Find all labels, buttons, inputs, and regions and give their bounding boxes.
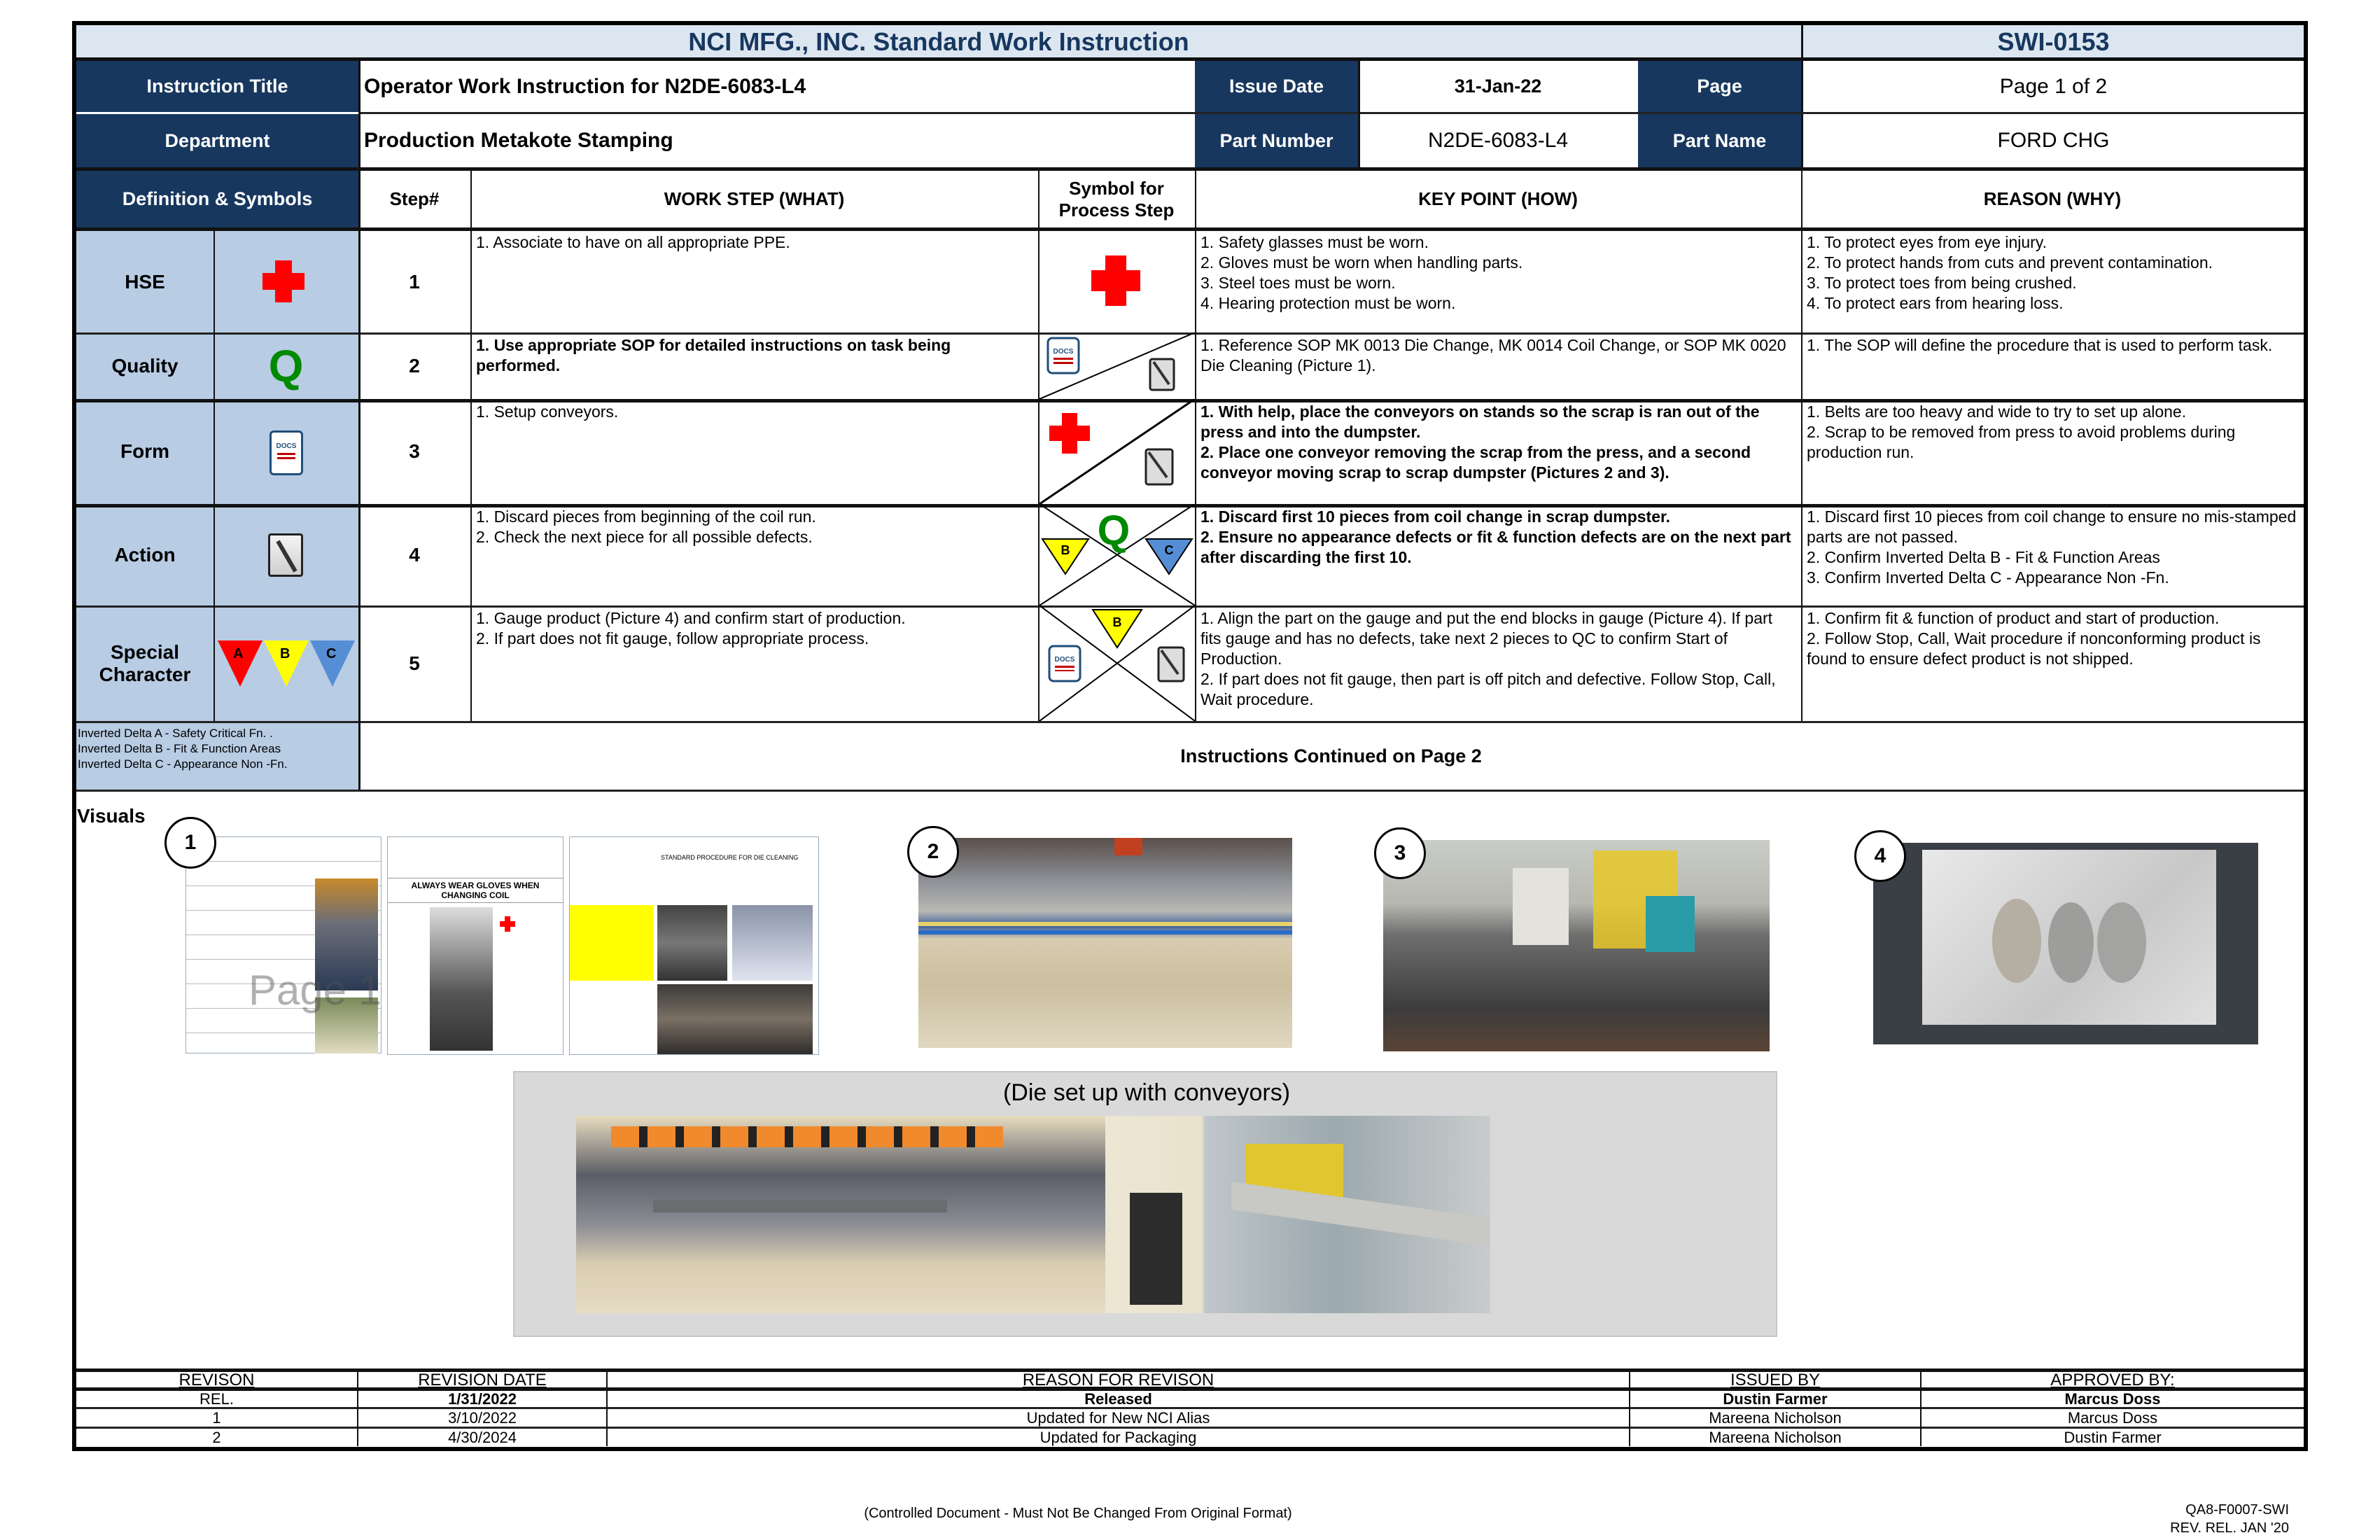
svg-text:DOCS: DOCS xyxy=(1054,656,1075,664)
step-number: 4 xyxy=(409,543,420,566)
definition-label-action: Action xyxy=(114,543,176,566)
revision-header: REVISION DATE xyxy=(418,1371,547,1390)
form-revision: REV. REL. JAN '20 xyxy=(2170,1520,2289,1536)
definition-label-quality: Quality xyxy=(111,354,178,377)
continued-note: Instructions Continued on Page 2 xyxy=(1180,746,1482,766)
work-step: 1. Gauge product (Picture 4) and confirm start of production. 2. If part does not fit gauge, follow appropriate process. xyxy=(476,609,906,648)
reason: 1. Belts are too heavy and wide to try to set up alone. 2. Scrap to be removed from press to avoid problems during production run. xyxy=(1807,402,2236,461)
definition-label-hse: HSE xyxy=(125,270,165,293)
company-title: NCI MFG., INC. Standard Work Instruction xyxy=(688,27,1189,56)
revision-header: APPROVED BY: xyxy=(2050,1371,2175,1390)
part-name-value: FORD CHG xyxy=(1997,129,2110,152)
picture-number-4: 4 xyxy=(1854,830,1906,882)
die-setup-photo-left xyxy=(576,1116,1105,1313)
delta-c-icon xyxy=(1146,539,1192,574)
definition-label-form: Form xyxy=(120,440,169,462)
step-number: 3 xyxy=(409,440,420,462)
part-number-label: Part Number xyxy=(1195,114,1358,167)
part-name-label: Part Name xyxy=(1638,114,1801,167)
doc-number: SWI-0153 xyxy=(1803,25,2304,58)
picture-4-gauge xyxy=(1873,843,2258,1044)
picture-2-press xyxy=(918,838,1292,1048)
docs-icon: DOCS xyxy=(270,430,303,475)
step-header: Step# xyxy=(389,188,440,209)
clipboard-icon xyxy=(1158,648,1184,681)
part-number-value: N2DE-6083-L4 xyxy=(1427,129,1569,152)
symbol-header: Symbol for Process Step xyxy=(1058,177,1175,220)
definitions-header: Definition & Symbols xyxy=(76,171,358,227)
picture-number-1: 1 xyxy=(164,817,216,869)
picture-number-3: 3 xyxy=(1374,827,1426,879)
delta-legend xyxy=(76,723,358,790)
svg-text:C: C xyxy=(1164,543,1174,557)
page-label: Page xyxy=(1638,61,1801,112)
step-symbols xyxy=(1040,399,1195,504)
instruction-title-value: Operator Work Instruction for N2DE-6083-L4 xyxy=(364,74,806,98)
clipboard-icon xyxy=(1146,449,1172,484)
revision-header: REVISON xyxy=(178,1371,255,1390)
visuals-label: Visuals xyxy=(77,805,146,827)
step-number: 1 xyxy=(409,270,420,293)
clipboard-icon xyxy=(268,533,303,577)
clipboard-icon xyxy=(1150,359,1174,390)
step-number: 5 xyxy=(409,652,420,674)
svg-text:DOCS: DOCS xyxy=(1053,348,1074,356)
department-label: Department xyxy=(76,114,358,167)
picture-1-sop-thumbnails: Page 1 ALWAYS WEAR GLOVES WHEN CHANGING COIL STANDARD PROCEDURE FOR DIE CLEANING xyxy=(186,836,819,1055)
key-point: 1. Align the part on the gauge and put the end blocks in gauge (Picture 4). If part fits gauge and has no defects, take next 2 pieces to QC to confirm Start of Production. 2. If part does not fit gauge, then part is off pitch and defective. Follow Stop, Call, Wait procedure. xyxy=(1200,609,1776,708)
legend-item: Inverted Delta B - Fit & Function Areas xyxy=(78,742,281,755)
work-step: 1. Use appropriate SOP for detailed instructions on task being performed. xyxy=(476,336,951,374)
delta-b-icon xyxy=(1042,539,1088,574)
key-point-header: KEY POINT (HOW) xyxy=(1418,188,1578,209)
reason: 1. The SOP will define the procedure that is used to perform task. xyxy=(1807,336,2273,354)
key-point: 1. Safety glasses must be worn. 2. Gloves must be worn when handling parts. 3. Steel toes must be worn. 4. Hearing protection must be worn. xyxy=(1200,233,1523,312)
die-setup-panel xyxy=(513,1071,1777,1337)
work-step: 1. Discard pieces from beginning of the coil run. 2. Check the next piece for all possible defects. xyxy=(476,507,816,546)
step-symbols xyxy=(1040,332,1195,399)
revision-header: ISSUED BY xyxy=(1730,1371,1821,1390)
revision-header: REASON FOR REVISON xyxy=(1022,1371,1214,1390)
legend-item: Inverted Delta A - Safety Critical Fn. . xyxy=(78,727,273,740)
issue-date-label: Issue Date xyxy=(1195,61,1358,112)
red-cross-icon xyxy=(1049,413,1090,454)
reason: 1. Confirm fit & function of product and start of production. 2. Follow Stop, Call, Wait procedure if nonconforming product is found to ensure defect product is not shipped. xyxy=(1807,609,2261,668)
docs-icon xyxy=(1049,646,1080,681)
reason: 1. Discard first 10 pieces from coil change to ensure no mis-stamped parts are not passed. 2. Confirm Inverted Delta B - Fit & Function Areas 3. Confirm Inverted Delta C - Appearance Non -Fn. xyxy=(1807,507,2297,587)
green-q-icon: Q xyxy=(1097,507,1130,554)
delta-b-icon xyxy=(1093,610,1142,648)
work-step: 1. Setup conveyors. xyxy=(476,402,619,421)
step-symbols xyxy=(1040,504,1195,606)
green-q-icon: Q xyxy=(268,340,304,391)
svg-text:B: B xyxy=(1112,615,1122,629)
work-step: 1. Associate to have on all appropriate PPE. xyxy=(476,233,790,251)
inverted-delta-abc-icon: A B C xyxy=(214,606,358,721)
picture-number-2: 2 xyxy=(907,826,959,878)
svg-text:B: B xyxy=(1060,543,1070,557)
legend-item: Inverted Delta C - Appearance Non -Fn. xyxy=(78,757,288,771)
key-point: 1. Reference SOP MK 0013 Die Change, MK 0014 Coil Change, or SOP MK 0020 Die Cleaning (Picture 1). xyxy=(1200,336,1786,374)
picture-3-dumpster xyxy=(1383,840,1770,1051)
instruction-title-label: Instruction Title xyxy=(76,61,358,112)
reason-header: REASON (WHY) xyxy=(1983,188,2122,209)
key-point: 1. Discard first 10 pieces from coil change in scrap dumpster. 2. Ensure no appearance defects or fit & function defects are on the next part after discarding the first 10. xyxy=(1200,507,1791,566)
controlled-document-note: (Controlled Document - Must Not Be Changed From Original Format) xyxy=(864,1506,1292,1521)
panel-caption: (Die set up with conveyors) xyxy=(1002,1079,1291,1106)
step-symbols xyxy=(1040,606,1195,721)
step-number: 2 xyxy=(409,354,420,377)
red-cross-icon xyxy=(214,231,358,332)
reason: 1. To protect eyes from eye injury. 2. To protect hands from cuts and prevent contamination. 3. To protect toes from being crushed. 4. To protect ears from hearing loss. xyxy=(1807,233,2213,312)
definition-label-special-character: Special Character xyxy=(99,640,191,685)
issue-date-value: 31-Jan-22 xyxy=(1454,76,1542,97)
page-value: Page 1 of 2 xyxy=(1999,74,2108,98)
docs-icon xyxy=(1048,338,1079,373)
key-point: 1. With help, place the conveyors on stands so the scrap is ran out of the press and into the dumpster. 2. Place one conveyor removing the scrap from the press, and a second conveyor moving scrap to scrap dumpster (Pictures 2 and 3). xyxy=(1200,402,1760,482)
step-symbols xyxy=(1040,231,1195,332)
die-setup-photo-right xyxy=(1105,1116,1490,1313)
work-step-header: WORK STEP (WHAT) xyxy=(664,188,845,209)
form-number: QA8-F0007-SWI xyxy=(2185,1502,2289,1518)
department-value: Production Metakote Stamping xyxy=(364,129,673,152)
